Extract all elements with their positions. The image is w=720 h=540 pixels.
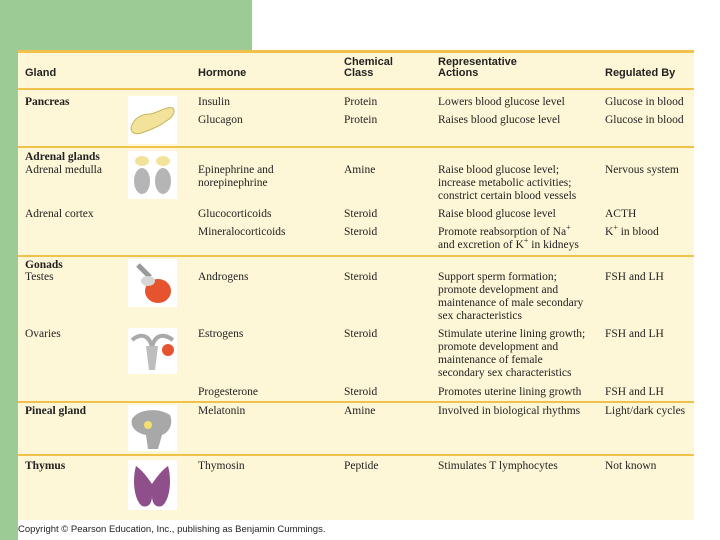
reg-thymosin: Not known [605,460,657,472]
reg-estrogens: FSH and LH [605,328,664,340]
pancreas-icon [128,96,177,144]
action-epinephrine-2: increase metabolic activities; [438,177,572,189]
class-glucocorticoids: Steroid [344,208,378,220]
hormone-androgens: Androgens [198,271,249,283]
adrenal-icon [128,151,177,199]
action-androgens-3: maintenance of male secondary [438,297,584,309]
reg-insulin: Glucose in blood [605,96,684,108]
action-epinephrine-1: Raise blood glucose level; [438,164,560,176]
rule-gonads [18,401,694,403]
class-mineralocorticoids: Steroid [344,226,378,238]
hormone-progesterone: Progesterone [198,386,259,398]
action-insulin: Lowers blood glucose level [438,96,565,108]
hormone-epinephrine-1: Epinephrine and [198,164,274,176]
action-epinephrine-3: constrict certain blood vessels [438,190,577,202]
gland-testes: Testes [25,271,54,283]
reg-melatonin: Light/dark cycles [605,405,686,417]
header-actions-2: Actions [438,67,479,79]
class-glucagon: Protein [344,114,378,126]
hormone-thymosin: Thymosin [198,460,245,472]
reg-glucocorticoids: ACTH [605,208,637,220]
class-insulin: Protein [344,96,378,108]
reg-epinephrine: Nervous system [605,164,679,176]
reg-androgens: FSH and LH [605,271,664,283]
action-melatonin: Involved in biological rhythms [438,405,581,417]
green-corner-block [0,0,252,50]
header-actions-1: Representative [438,56,517,68]
hormone-glucagon: Glucagon [198,114,243,126]
rule-pineal [18,454,694,456]
header-gland: Gland [25,67,57,79]
rule-pancreas [18,146,694,148]
rule-adrenal [18,255,694,257]
thymus-icon [128,460,177,510]
table-top-rule [18,50,694,53]
header-regulated-by: Regulated By [605,67,676,79]
ovaries-icon [128,328,177,374]
action-glucocorticoids: Raise blood glucose level [438,208,556,220]
gland-gonads: Gonads [25,259,63,271]
reg-progesterone: FSH and LH [605,386,664,398]
hormone-estrogens: Estrogens [198,328,244,340]
action-glucagon: Raises blood glucose level [438,114,561,126]
gland-adrenal-medulla: Adrenal medulla [25,164,102,176]
action-estrogens-4: secondary sex characteristics [438,367,572,379]
hormone-mineralocorticoids: Mineralocorticoids [198,226,286,238]
action-mineralocorticoids-1: Promote reabsorption of Na+ [438,223,571,238]
class-epinephrine: Amine [344,164,376,176]
header-rule [18,88,694,90]
action-progesterone: Promotes uterine lining growth [438,386,582,398]
gland-adrenal-cortex: Adrenal cortex [25,208,94,220]
class-melatonin: Amine [344,405,376,417]
header-chemical-class-1: Chemical [344,56,393,68]
header-hormone: Hormone [198,67,247,79]
green-side-bar [0,0,18,540]
gland-pancreas: Pancreas [25,96,70,108]
action-androgens-2: promote development and [438,284,559,296]
copyright-text: Copyright © Pearson Education, Inc., publishing as Benjamin Cummings. [18,524,326,535]
action-thymosin: Stimulates T lymphocytes [438,460,558,472]
action-androgens-1: Support sperm formation; [438,271,557,283]
hormone-glucocorticoids: Glucocorticoids [198,208,272,220]
action-estrogens-1: Stimulate uterine lining growth; [438,328,586,340]
gland-pineal: Pineal gland [25,405,87,417]
hormone-insulin: Insulin [198,96,230,108]
gland-adrenal: Adrenal glands [25,151,100,163]
pineal-icon [128,405,177,451]
reg-mineralocorticoids: K+ in blood [605,223,659,238]
class-androgens: Steroid [344,271,378,283]
hormone-melatonin: Melatonin [198,405,246,417]
testes-icon [128,259,177,307]
header-chemical-class-2: Class [344,67,374,79]
action-estrogens-3: maintenance of female [438,354,543,366]
action-estrogens-2: promote development and [438,341,559,353]
hormone-epinephrine-2: norepinephrine [198,177,268,189]
gland-ovaries: Ovaries [25,328,61,340]
gland-thymus: Thymus [25,460,66,472]
class-thymosin: Peptide [344,460,379,472]
reg-glucagon: Glucose in blood [605,114,684,126]
class-progesterone: Steroid [344,386,378,398]
action-androgens-4: sex characteristics [438,310,522,322]
action-mineralocorticoids-2: and excretion of K+ in kidneys [438,236,579,251]
class-estrogens: Steroid [344,328,378,340]
